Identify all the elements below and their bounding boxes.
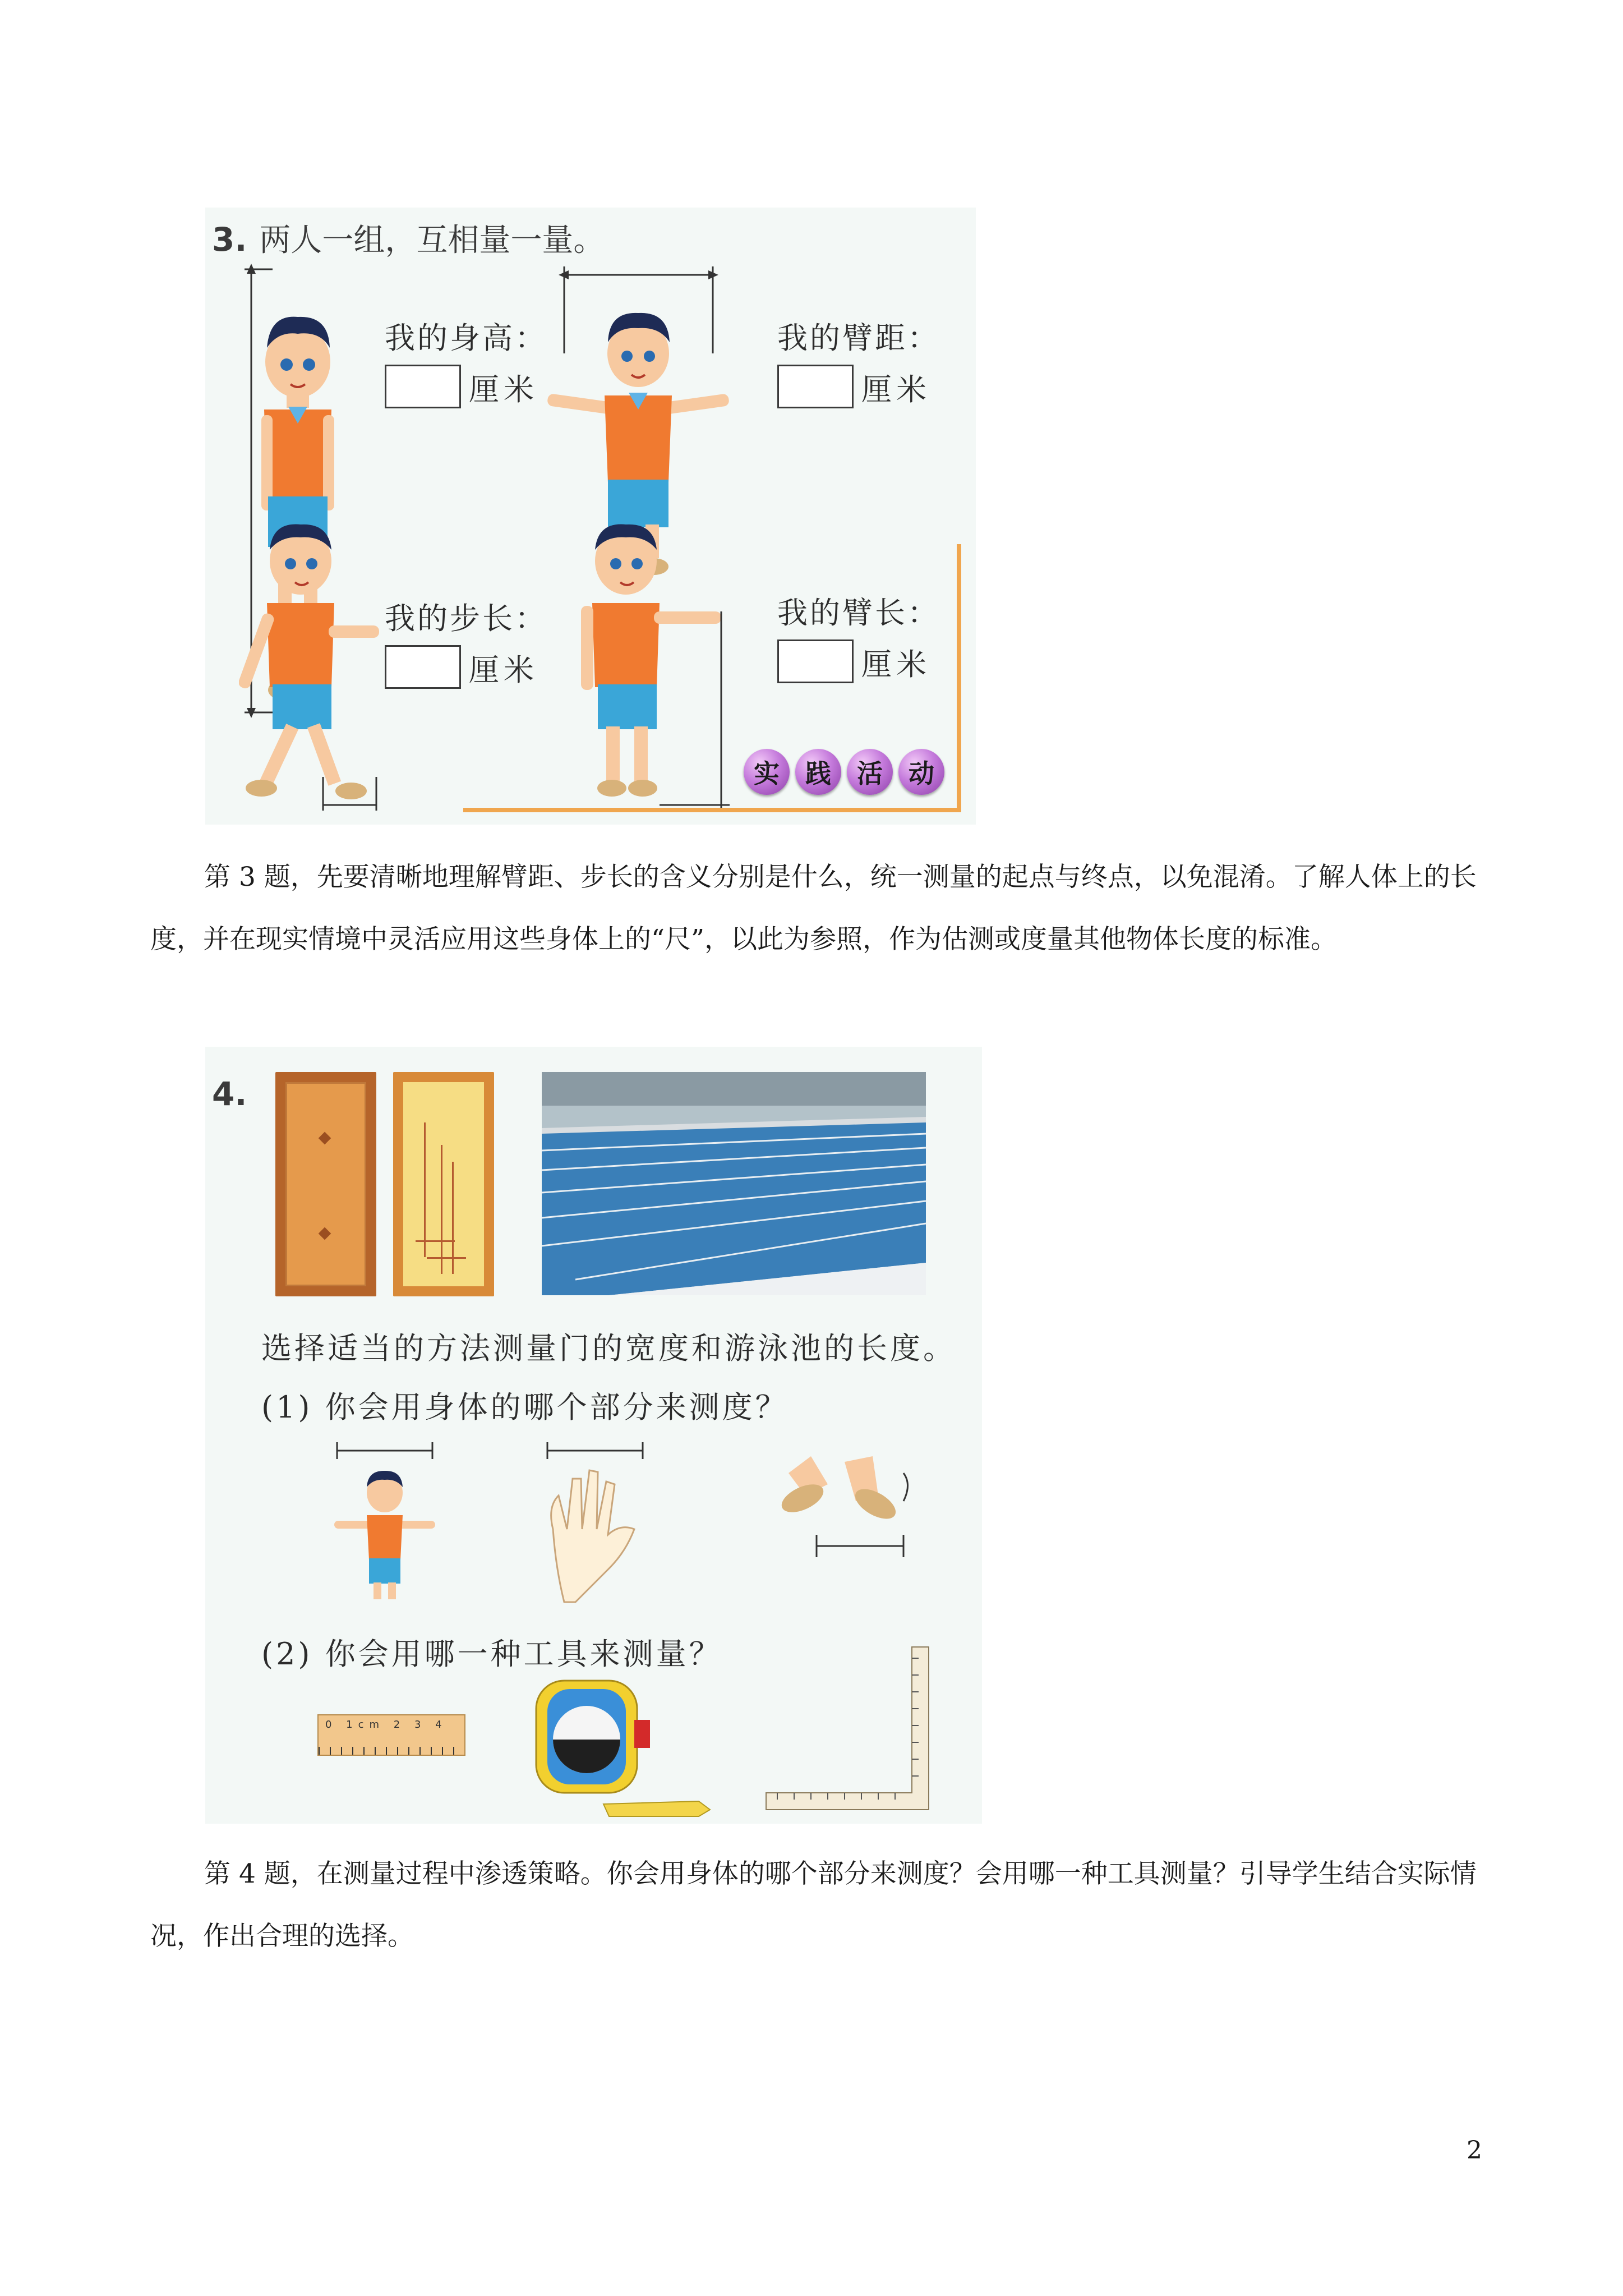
arm-length-unit: 厘米 [861,647,931,682]
practice-activity-badge [744,749,944,795]
badge-char-2: 践 [795,749,841,795]
swimming-pool-photo [542,1072,926,1295]
arm-length-answer-box[interactable] [777,639,854,683]
ruler-scale-label: 0 1cm 2 3 4 [325,1719,448,1731]
problem-4-question-1: (1) 你会用身体的哪个部分来测度？ [261,1389,789,1425]
step-feet-illustration [777,1451,923,1580]
problem-3-heading [212,215,605,260]
arm-span-answer-box[interactable] [777,365,854,408]
problem-4-instruction: 选择适当的方法测量门的宽度和游泳池的长度。 [261,1331,956,1366]
height-answer-box[interactable] [385,365,461,408]
problem-3-number: 3. [212,220,247,259]
step-length-unit: 厘米 [469,652,538,688]
arm-length-label: 我的臂长： [777,595,940,631]
step-length-answer-box[interactable] [385,645,461,689]
hand-span-illustration [542,1439,654,1608]
problem-3-figure [205,208,976,825]
problem-3-instruction: 两人一组，互相量一量。 [259,222,605,259]
badge-char-3: 活 [847,749,893,795]
arm-span-label: 我的臂距： [777,320,940,356]
page-number: 2 [1467,2136,1482,2165]
problem-4-question-2: (2) 你会用哪一种工具来测量？ [261,1636,722,1672]
door-illustration-2 [393,1072,494,1296]
boy-arm-length-illustration [575,522,732,813]
arm-span-small-illustration [329,1439,441,1608]
paragraph-problem-4-notes: 第 4 题，在测量过程中渗透策略。你会用身体的哪个部分来测度？会用哪一种工具测量？引导学生结合实际情况，作出合理的选择。 [150,1858,1477,1952]
badge-char-1: 实 [744,749,790,795]
height-label: 我的身高： [385,320,547,356]
arm-span-unit: 厘米 [861,372,931,407]
paragraph-problem-3-notes: 第 3 题，先要清晰地理解臂距、步长的含义分别是什么，统一测量的起点与终点，以免混淆。了解人体上的长度，并在现实情境中灵活应用这些身体上的“尺”，以此为参照，作为估测或度量其他物体长度的标准。 [150,862,1477,955]
badge-char-4: 动 [898,749,944,795]
problem-4-figure [205,1047,982,1824]
frame-bottom-bar [463,808,957,812]
step-length-label: 我的步长： [385,601,547,636]
door-illustration-1 [275,1072,376,1296]
boy-step-illustration [239,522,385,813]
frame-right-bar [957,544,961,812]
height-unit: 厘米 [469,372,538,407]
tape-measure-illustration [531,1669,716,1821]
problem-4-number: 4. [212,1075,247,1113]
square-ruler-illustration [760,1641,934,1815]
ruler-illustration [317,1714,465,1756]
